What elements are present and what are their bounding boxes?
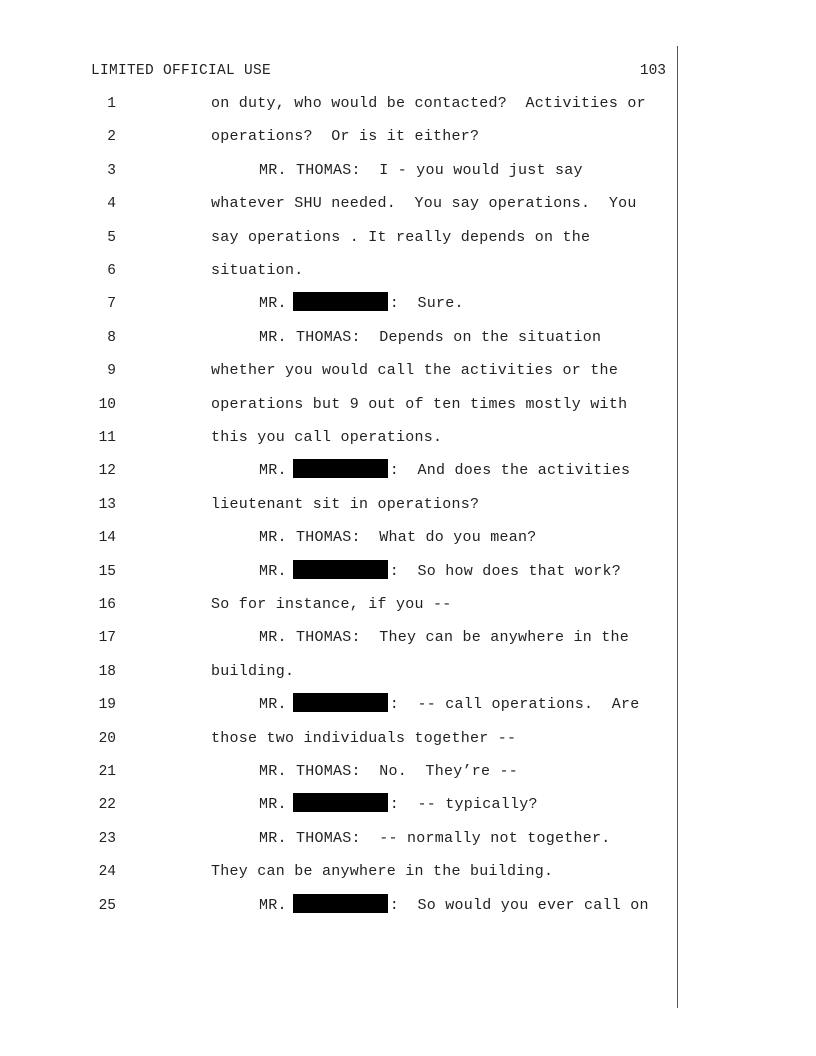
line-number: 11 bbox=[98, 430, 116, 446]
speaker-prefix: MR. bbox=[259, 896, 287, 914]
transcript-line bbox=[0, 493, 677, 517]
line-number: 3 bbox=[107, 162, 116, 179]
speech-text: : -- call operations. Are bbox=[389, 696, 640, 714]
speech-text: : So how does that work? bbox=[389, 562, 622, 580]
transcript-line bbox=[0, 727, 677, 751]
line-number: 9 bbox=[107, 363, 116, 380]
line-text bbox=[259, 693, 640, 717]
line-text: operations but 9 out of ten times mostly with bbox=[211, 395, 628, 413]
redacted-name-box bbox=[293, 894, 388, 913]
line-text: So for instance, if you -- bbox=[211, 596, 452, 613]
line-text: MR. THOMAS: I - you would just say bbox=[259, 161, 583, 179]
line-text: MR. THOMAS: No. They’re -- bbox=[259, 763, 519, 780]
line-text: situation. bbox=[211, 262, 304, 279]
line-text: on duty, who would be contacted? Activities or bbox=[211, 95, 646, 112]
transcript-line bbox=[0, 894, 677, 918]
transcript-line bbox=[0, 626, 677, 650]
speech-text: : So would you ever call on bbox=[389, 896, 649, 914]
line-text: MR. THOMAS: Depends on the situation bbox=[259, 328, 602, 346]
transcript-line bbox=[0, 827, 677, 851]
line-number: 13 bbox=[98, 496, 116, 513]
transcript-line bbox=[0, 359, 677, 383]
transcript-line bbox=[0, 159, 677, 183]
line-number: 8 bbox=[107, 329, 116, 346]
transcript-line bbox=[0, 259, 677, 283]
transcript-line bbox=[0, 760, 677, 784]
speaker-prefix: MR. bbox=[259, 462, 287, 480]
line-text: those two individuals together -- bbox=[211, 729, 517, 747]
transcript-line bbox=[0, 560, 677, 584]
transcript-line bbox=[0, 660, 677, 684]
speech-text: : Sure. bbox=[389, 295, 464, 313]
line-number: 2 bbox=[107, 129, 116, 146]
redacted-name-box bbox=[293, 693, 388, 712]
line-number: 7 bbox=[107, 296, 116, 313]
transcript-line bbox=[0, 393, 677, 417]
line-number: 5 bbox=[107, 229, 116, 246]
redacted-name-box bbox=[293, 793, 388, 812]
line-text: whatever SHU needed. You say operations. You bbox=[211, 195, 637, 213]
line-text: lieutenant sit in operations? bbox=[211, 495, 480, 513]
speaker-prefix: MR. bbox=[259, 562, 287, 580]
line-number: 10 bbox=[98, 396, 116, 413]
line-text: MR. THOMAS: -- normally not together. bbox=[259, 829, 611, 847]
redacted-name-box bbox=[293, 459, 388, 478]
right-margin-rule bbox=[677, 46, 678, 1008]
line-text bbox=[259, 894, 649, 918]
line-number: 17 bbox=[98, 630, 116, 647]
page-number: 103 bbox=[639, 63, 666, 79]
transcript-line bbox=[0, 526, 677, 550]
speaker-prefix: MR. bbox=[259, 796, 287, 814]
line-number: 15 bbox=[98, 563, 116, 580]
speaker-prefix: MR. bbox=[259, 295, 287, 313]
line-text: building. bbox=[211, 662, 295, 680]
line-number: 1 bbox=[107, 96, 116, 112]
redacted-name-box bbox=[293, 560, 388, 579]
line-text: whether you would call the activities or the bbox=[211, 362, 619, 380]
line-text bbox=[259, 793, 538, 817]
speaker-prefix: MR. bbox=[259, 696, 287, 714]
redacted-name-box bbox=[293, 292, 388, 311]
line-number: 21 bbox=[98, 764, 116, 780]
line-text bbox=[259, 560, 621, 584]
line-number: 23 bbox=[98, 830, 116, 847]
line-text: this you call operations. bbox=[211, 429, 443, 446]
line-text: They can be anywhere in the building. bbox=[211, 863, 554, 881]
transcript-line bbox=[0, 860, 677, 884]
line-number: 22 bbox=[98, 797, 116, 814]
line-number: 24 bbox=[98, 864, 116, 881]
transcript-line bbox=[0, 192, 677, 216]
line-number: 19 bbox=[98, 697, 116, 714]
line-number: 12 bbox=[98, 463, 116, 480]
transcript-line bbox=[0, 92, 677, 116]
transcript-line bbox=[0, 326, 677, 350]
transcript-line bbox=[0, 426, 677, 450]
transcript-line bbox=[0, 292, 677, 316]
line-number: 20 bbox=[98, 730, 116, 747]
line-text bbox=[259, 459, 630, 483]
transcript-line bbox=[0, 793, 677, 817]
transcript-line bbox=[0, 593, 677, 617]
line-text: MR. THOMAS: They can be anywhere in the bbox=[259, 629, 630, 647]
line-text: operations? Or is it either? bbox=[211, 128, 480, 146]
transcript-line bbox=[0, 125, 677, 149]
transcript-line bbox=[0, 226, 677, 250]
line-number: 4 bbox=[107, 196, 116, 213]
line-number: 16 bbox=[98, 597, 116, 613]
line-text: say operations . It really depends on the bbox=[211, 228, 591, 246]
line-number: 14 bbox=[98, 530, 116, 547]
line-text: MR. THOMAS: What do you mean? bbox=[259, 529, 537, 547]
line-text bbox=[259, 292, 464, 316]
line-number: 6 bbox=[107, 263, 116, 279]
line-number: 18 bbox=[98, 663, 116, 680]
speech-text: : -- typically? bbox=[389, 796, 538, 814]
classification-header: LIMITED OFFICIAL USE bbox=[91, 63, 272, 79]
line-number: 25 bbox=[98, 897, 116, 914]
transcript-line bbox=[0, 693, 677, 717]
transcript-line bbox=[0, 459, 677, 483]
speech-text: : And does the activities bbox=[389, 462, 631, 480]
